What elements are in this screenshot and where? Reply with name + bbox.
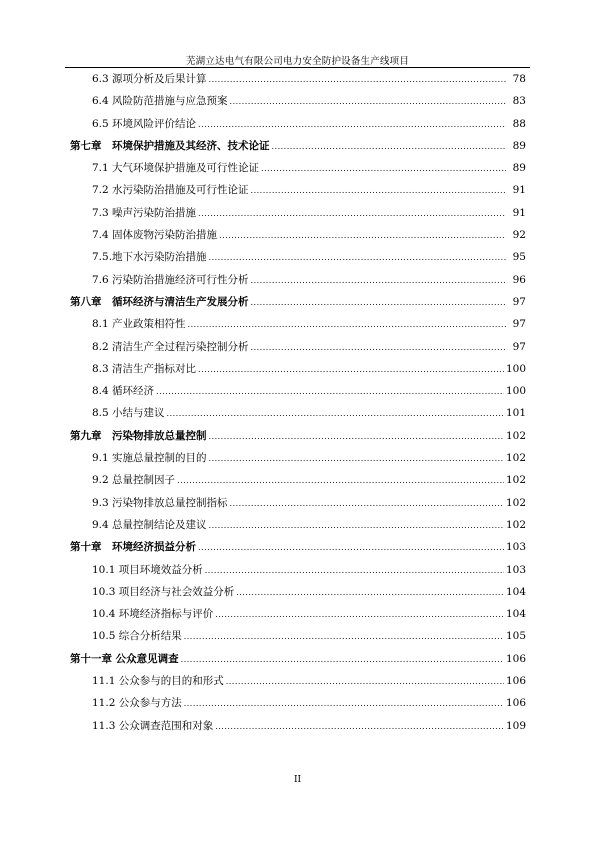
toc-entry-label: 8.1 产业政策相符性 — [92, 318, 186, 331]
toc-entry-page: 83 — [512, 95, 526, 108]
toc-entry-page: 78 — [512, 73, 526, 85]
toc-section-entry[interactable] — [70, 469, 526, 491]
dot-leader — [198, 537, 504, 559]
dot-leader — [251, 292, 507, 314]
toc-entry-label: 7.2 水污染防治措施及可行性论证 — [92, 184, 249, 197]
dot-leader — [215, 604, 504, 626]
toc-entry-label: 7.5.地下水污染防治措施 — [92, 251, 207, 264]
toc-section-entry[interactable] — [70, 692, 526, 714]
toc-section-entry[interactable] — [70, 402, 526, 424]
toc-entry-page: 104 — [505, 608, 526, 621]
toc-entry-label: 7.6 污染防治措施经济可行性分析 — [92, 273, 249, 286]
toc-entry-page: 88 — [512, 117, 526, 130]
toc-section-entry[interactable] — [70, 157, 526, 179]
toc-entry-page: 109 — [505, 719, 526, 732]
dot-leader — [209, 426, 504, 448]
dot-leader — [205, 560, 504, 582]
dot-leader — [209, 448, 504, 470]
dot-leader — [261, 158, 506, 180]
toc-chapter-entry[interactable] — [70, 536, 526, 558]
toc-entry-page: 97 — [512, 295, 526, 308]
toc-entry-label: 6.4 风险防范措施与应急预案 — [92, 95, 228, 108]
toc-entry-page: 97 — [512, 318, 526, 331]
toc-entry-label: 第十一章 公众意见调查 — [70, 652, 179, 665]
toc-entry-page: 92 — [512, 229, 526, 242]
toc-section-entry[interactable] — [70, 715, 526, 737]
running-header: 芜湖立达电气有限公司电力安全防护设备生产线项目 — [185, 56, 410, 67]
toc-entry-page: 102 — [505, 429, 526, 442]
toc-entry-label: 7.3 噪声污染防治措施 — [92, 206, 197, 219]
dot-leader — [156, 381, 504, 403]
toc-section-entry[interactable] — [70, 380, 526, 402]
toc-section-entry[interactable] — [70, 336, 526, 358]
toc-entry-label: 10.4 环境经济指标与评价 — [92, 608, 214, 621]
toc-section-entry[interactable] — [70, 670, 526, 692]
toc-entry-page: 103 — [505, 563, 526, 576]
toc-entry-page: 102 — [505, 518, 526, 531]
toc-section-entry[interactable] — [70, 447, 526, 469]
toc-section-entry[interactable] — [70, 202, 526, 224]
dot-leader — [209, 69, 506, 91]
toc-section-entry[interactable] — [70, 90, 526, 112]
toc-section-entry[interactable] — [70, 581, 526, 603]
toc-section-entry[interactable] — [70, 514, 526, 536]
dot-leader — [198, 114, 506, 136]
dot-leader — [177, 470, 504, 492]
toc-entry-page: 91 — [512, 184, 526, 197]
table-of-contents — [70, 68, 526, 737]
dot-leader — [219, 225, 506, 247]
toc-entry-label: 8.3 清洁生产指标对比 — [92, 362, 197, 375]
toc-section-entry[interactable] — [70, 603, 526, 625]
dot-leader — [236, 582, 504, 604]
toc-section-entry[interactable] — [70, 113, 526, 135]
toc-entry-label: 11.2 公众参与方法 — [92, 697, 182, 710]
dot-leader — [215, 716, 504, 738]
dot-leader — [226, 671, 504, 693]
toc-entry-page: 91 — [512, 206, 526, 219]
toc-entry-label: 9.1 实施总量控制的目的 — [92, 452, 207, 465]
toc-entry-page: 96 — [512, 273, 526, 286]
dot-leader — [181, 649, 504, 671]
toc-entry-page: 102 — [505, 474, 526, 487]
toc-entry-page: 102 — [505, 496, 526, 509]
toc-entry-page: 106 — [505, 652, 526, 665]
dot-leader — [251, 337, 506, 359]
toc-section-entry[interactable] — [70, 246, 526, 268]
toc-entry-page: 105 — [505, 630, 526, 643]
toc-entry-page: 106 — [505, 675, 526, 688]
toc-chapter-entry[interactable] — [70, 425, 526, 447]
toc-entry-page: 97 — [512, 340, 526, 353]
toc-entry-label: 11.3 公众调查范围和对象 — [92, 719, 214, 732]
dot-leader — [184, 693, 504, 715]
toc-entry-page: 89 — [512, 162, 526, 175]
toc-section-entry[interactable] — [70, 358, 526, 380]
toc-section-entry[interactable] — [70, 313, 526, 335]
toc-entry-page: 95 — [512, 251, 526, 264]
toc-entry-label: 第九章 污染物排放总量控制 — [70, 429, 207, 442]
toc-section-entry[interactable] — [70, 269, 526, 291]
toc-section-entry[interactable] — [70, 492, 526, 514]
toc-entry-page: 100 — [505, 362, 526, 375]
dot-leader — [272, 136, 507, 158]
dot-leader — [251, 270, 506, 292]
toc-section-entry[interactable] — [70, 68, 526, 90]
dot-leader — [209, 247, 506, 269]
dot-leader — [230, 493, 504, 515]
dot-leader — [209, 515, 504, 537]
toc-entry-label: 7.1 大气环境保护措施及可行性论证 — [92, 162, 260, 175]
toc-entry-label: 9.3 污染物排放总量控制指标 — [92, 496, 228, 509]
toc-entry-label: 9.4 总量控制结论及建议 — [92, 518, 207, 531]
toc-entry-label: 8.2 清洁生产全过程污染控制分析 — [92, 340, 249, 353]
dot-leader — [198, 203, 506, 225]
toc-entry-label: 9.2 总量控制因子 — [92, 474, 176, 487]
toc-entry-page: 101 — [505, 407, 526, 420]
toc-section-entry[interactable] — [70, 179, 526, 201]
toc-entry-label: 8.4 循环经济 — [92, 385, 155, 398]
toc-chapter-entry[interactable] — [70, 291, 526, 313]
toc-section-entry[interactable] — [70, 559, 526, 581]
dot-leader — [184, 626, 504, 648]
dot-leader — [167, 403, 504, 425]
dot-leader — [198, 359, 504, 381]
dot-leader — [251, 180, 506, 202]
toc-chapter-entry[interactable] — [70, 648, 526, 670]
dot-leader — [230, 91, 506, 113]
toc-entry-label: 6.5 环境风险评价结论 — [92, 117, 197, 130]
toc-entry-label: 6.3 源项分析及后果计算 — [92, 73, 207, 85]
toc-entry-page: 102 — [505, 452, 526, 465]
page-number: II — [293, 775, 302, 785]
toc-entry-label: 第十章 环境经济损益分析 — [70, 541, 196, 554]
toc-entry-page: 100 — [505, 385, 526, 398]
toc-entry-label: 7.4 固体废物污染防治措施 — [92, 229, 218, 242]
toc-section-entry[interactable] — [70, 224, 526, 246]
toc-entry-label: 10.3 项目经济与社会效益分析 — [92, 585, 235, 598]
toc-entry-page: 104 — [505, 585, 526, 598]
toc-entry-page: 89 — [512, 139, 526, 152]
toc-entry-label: 10.5 综合分析结果 — [92, 630, 182, 643]
toc-entry-label: 10.1 项目环境效益分析 — [92, 563, 203, 576]
toc-chapter-entry[interactable] — [70, 135, 526, 157]
toc-entry-page: 106 — [505, 697, 526, 710]
toc-entry-label: 第八章 循环经济与清洁生产发展分析 — [70, 295, 249, 308]
dot-leader — [188, 314, 506, 336]
toc-entry-label: 11.1 公众参与的目的和形式 — [92, 675, 224, 688]
toc-entry-page: 103 — [505, 541, 526, 554]
toc-section-entry[interactable] — [70, 625, 526, 647]
toc-entry-label: 第七章 环境保护措施及其经济、技术论证 — [70, 139, 270, 152]
toc-entry-label: 8.5 小结与建议 — [92, 407, 165, 420]
